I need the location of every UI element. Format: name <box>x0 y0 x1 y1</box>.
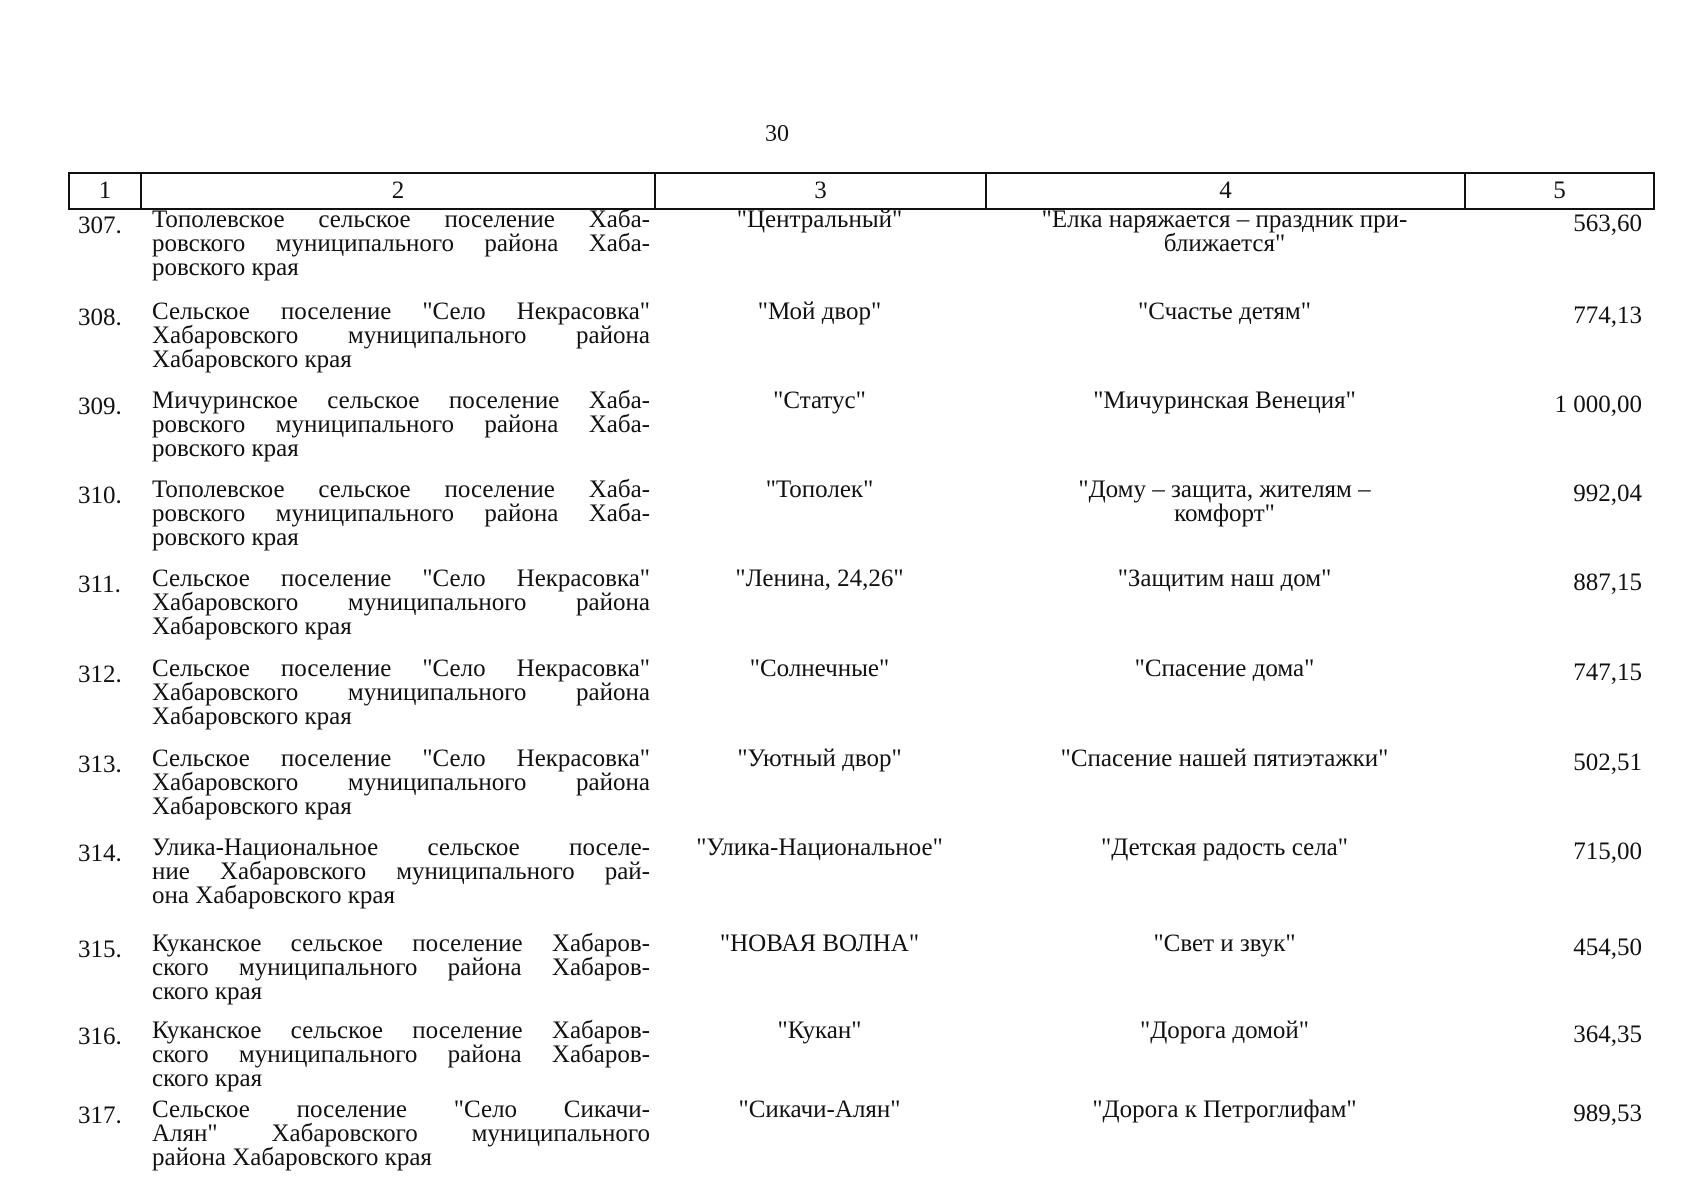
organization-name: "Сикачи-Алян" <box>738 1096 901 1123</box>
page-number: 30 <box>765 121 789 147</box>
project-title-line: "Свет и звук" <box>1153 930 1296 957</box>
settlement-name-line: ровского края <box>152 435 299 462</box>
settlement-name-line: ние Хабаровского муниципального рай- <box>152 858 650 885</box>
table-header-row <box>68 172 1655 210</box>
settlement-name <box>152 1098 650 1170</box>
amount-value: 992,04 <box>1573 480 1642 507</box>
project-title <box>985 1019 1464 1043</box>
settlement-name-line: Тополевское сельское поселение Хаба- <box>152 476 650 503</box>
amount-value: 715,00 <box>1573 838 1642 865</box>
row-number: 309. <box>78 393 122 420</box>
column-header-4: 4 <box>987 174 1466 208</box>
project-title <box>985 1098 1464 1122</box>
column-header-5: 5 <box>1553 177 1566 204</box>
column-header-2: 2 <box>142 174 656 208</box>
project-title <box>985 300 1464 324</box>
row-number: 311. <box>78 571 121 598</box>
settlement-name <box>152 1019 650 1091</box>
settlement-name-line: Сельское поселение "Село Сикачи- <box>152 1096 650 1123</box>
settlement-name-line: ского края <box>152 1065 263 1092</box>
project-title <box>985 478 1464 526</box>
settlement-name-line: ровского муниципального района Хаба- <box>152 500 650 527</box>
settlement-name-line: Тополевское сельское поселение Хаба- <box>152 206 650 233</box>
project-title <box>985 932 1464 956</box>
project-title-line: "Спасение дома" <box>1134 655 1315 682</box>
project-title <box>985 567 1464 591</box>
project-title-line: "Мичуринская Венеция" <box>1093 387 1356 414</box>
amount-value: 364,35 <box>1573 1021 1642 1048</box>
project-title-line: "Дому – защита, жителям – <box>1078 476 1371 503</box>
project-title <box>985 747 1464 771</box>
settlement-name <box>152 567 650 639</box>
settlement-name-line: Алян" Хабаровского муниципального <box>152 1120 650 1147</box>
settlement-name-line: ровского края <box>152 524 299 551</box>
amount-value: 747,15 <box>1573 659 1642 686</box>
organization-name: "Мой двор" <box>757 298 882 325</box>
settlement-name-line: ского края <box>152 978 263 1005</box>
settlement-name <box>152 747 650 819</box>
settlement-name-line: Хабаровского муниципального района <box>152 679 650 706</box>
settlement-name <box>152 300 650 372</box>
settlement-name-line: Хабаровского муниципального района <box>152 589 650 616</box>
project-title-line: "Спасение нашей пятиэтажки" <box>1060 745 1389 772</box>
project-title-line: "Детская радость села" <box>1101 834 1348 861</box>
project-title <box>985 208 1464 256</box>
amount-value: 1 000,00 <box>1554 391 1642 418</box>
settlement-name <box>152 478 650 550</box>
settlement-name-line: Сельское поселение "Село Некрасовка" <box>152 745 650 772</box>
settlement-name-line: Куканское сельское поселение Хабаров- <box>152 1017 650 1044</box>
settlement-name <box>152 932 650 1004</box>
project-title <box>985 836 1464 860</box>
organization-name: "Ленина, 24,26" <box>735 565 904 592</box>
organization-name: "Уютный двор" <box>737 745 902 772</box>
project-title <box>985 389 1464 413</box>
settlement-name-line: Улика-Национальное сельское поселе- <box>152 834 650 861</box>
amount-value: 454,50 <box>1573 934 1642 961</box>
settlement-name-line: ровского края <box>152 254 299 281</box>
settlement-name-line: Сельское поселение "Село Некрасовка" <box>152 298 650 325</box>
settlement-name <box>152 208 650 280</box>
row-number: 313. <box>78 751 122 778</box>
settlement-name-line: она Хабаровского края <box>152 882 395 909</box>
project-title-line: "Защитим наш дом" <box>1117 565 1332 592</box>
settlement-name-line: ровского муниципального района Хаба- <box>152 411 650 438</box>
amount-value: 774,13 <box>1573 302 1642 329</box>
settlement-name <box>152 389 650 461</box>
amount-value: 989,53 <box>1573 1100 1642 1127</box>
organization-name: "Кукан" <box>777 1017 862 1044</box>
organization-name: "НОВАЯ ВОЛНА" <box>719 930 920 957</box>
settlement-name-line: Хабаровского края <box>152 703 352 730</box>
settlement-name <box>152 836 650 908</box>
project-title <box>985 657 1464 681</box>
project-title-line: "Дорога к Петроглифам" <box>1092 1096 1357 1123</box>
organization-name: "Статус" <box>773 387 866 414</box>
settlement-name <box>152 657 650 729</box>
column-header-3: 3 <box>656 174 987 208</box>
organization-name: "Солнечные" <box>749 655 890 682</box>
row-number: 307. <box>78 212 122 239</box>
column-header-1: 1 <box>70 174 142 208</box>
settlement-name-line: Сельское поселение "Село Некрасовка" <box>152 565 650 592</box>
settlement-name-line: ского муниципального района Хабаров- <box>152 1041 650 1068</box>
project-title-line: "Дорога домой" <box>1139 1017 1309 1044</box>
project-title-line: комфорт" <box>1174 500 1275 527</box>
project-title-line: "Елка наряжается – праздник при- <box>1041 206 1408 233</box>
project-title-line: "Счастье детям" <box>1138 298 1311 325</box>
settlement-name-line: Хабаровского муниципального района <box>152 322 650 349</box>
settlement-name-line: Хабаровского края <box>152 346 352 373</box>
project-title-line: ближается" <box>1163 230 1286 257</box>
row-number: 317. <box>78 1102 122 1129</box>
settlement-name-line: Куканское сельское поселение Хабаров- <box>152 930 650 957</box>
row-number: 315. <box>78 936 122 963</box>
organization-name: "Тополек" <box>765 476 874 503</box>
amount-value: 887,15 <box>1573 569 1642 596</box>
amount-value: 563,60 <box>1573 210 1642 237</box>
organization-name: "Центральный" <box>736 206 903 233</box>
settlement-name-line: ровского муниципального района Хаба- <box>152 230 650 257</box>
settlement-name-line: Хабаровского края <box>152 793 352 820</box>
settlement-name-line: Хабаровского края <box>152 613 352 640</box>
settlement-name-line: Сельское поселение "Село Некрасовка" <box>152 655 650 682</box>
settlement-name-line: Хабаровского муниципального района <box>152 769 650 796</box>
row-number: 308. <box>78 304 122 331</box>
amount-value: 502,51 <box>1573 749 1642 776</box>
row-number: 312. <box>78 661 122 688</box>
organization-name: "Улика-Национальное" <box>696 834 943 861</box>
settlement-name-line: Мичуринское сельское поселение Хаба- <box>152 387 650 414</box>
row-number: 314. <box>78 840 122 867</box>
settlement-name-line: ского муниципального района Хабаров- <box>152 954 650 981</box>
row-number: 310. <box>78 482 122 509</box>
settlement-name-line: района Хабаровского края <box>152 1144 432 1171</box>
row-number: 316. <box>78 1023 122 1050</box>
